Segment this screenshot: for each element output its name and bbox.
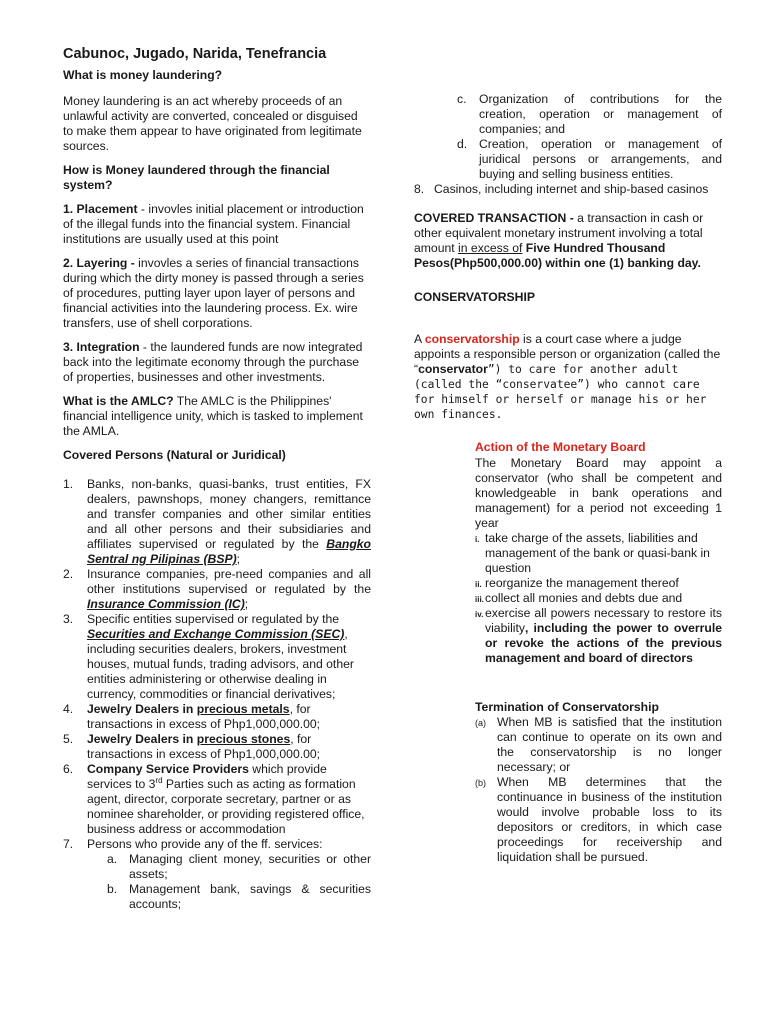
covered-transaction-amount: Five Hundred Thousand Pesos(Php500,000.00) within one (1) banking day. [414,241,701,270]
list-marker: 1. [63,477,74,491]
list-item-text: Insurance companies, pre-need companies and all other institutions supervised or regulated by the [87,567,371,596]
list-item-text: Specific entities supervised or regulated by the [87,612,340,626]
in-excess-of-underline: in excess of [458,241,523,255]
power-text: reorganize the management thereof [485,576,679,590]
list-item-text: Creation, operation or management of juridical persons or arrangements, and buying and selling business entities. [479,137,722,181]
list-item-text: Organization of contributions for the creation, operation or management of companies; and [479,92,722,136]
precious-stones-emphasis: precious stones [196,732,291,746]
list-marker: 4. [63,702,74,716]
placement-label: 1. Placement [63,202,138,216]
list-marker: c. [457,92,467,106]
list-item [63,732,371,762]
left-column [63,46,371,912]
list-item [413,92,722,137]
list-item [475,715,722,775]
list-item [475,775,722,865]
roman-marker: i. [475,535,480,544]
termination-heading: Termination of Conservatorship [475,700,659,714]
bsp-emphasis: Bangko Sentral ng Pilipinas (BSP) [87,537,371,566]
list-item-text: Casinos, including internet and ship-based casinos [434,182,709,196]
integration-label: 3. Integration [63,340,140,354]
list-item-casinos [414,182,722,197]
covered-persons-list [63,477,371,852]
list-item [63,852,371,882]
roman-marker: iv. [475,610,484,619]
list-marker: (a) [475,718,486,728]
amlc-question: What is the AMLC? [63,394,174,408]
how-laundered-heading: How is Money laundered through the financial system? [63,163,330,192]
list-marker: 2. [63,567,74,581]
power-text: exercise all powers necessary to restore its viability [485,606,722,635]
ic-emphasis: Insurance Commission (IC) [87,597,245,611]
list-item-bold: Company Service Providers [87,762,249,776]
definition-end: ”) to care for another adult (called the “conservatee”) who cannot care for himself or herself or manage his or her own finances. [414,363,707,421]
conservatorship-heading: CONSERVATORSHIP [414,290,535,304]
covered-transaction-paragraph [414,211,722,271]
list-item [63,612,371,702]
ordinal-superscript: rd [155,775,163,785]
list-item-text: Banks, non-banks, quasi-banks, trust entities, FX dealers, pawnshops, money changers, remittance and transfer companies and other similar entities and all other persons and their subsidiaries and affiliates supervised or regulated by the [87,477,371,551]
placement-text: - invovles initial placement or introduction of the illegal funds into the financial system. Financial institutions are usually used at this point [63,202,364,246]
list-item-end: ; [244,597,249,611]
layering-label: 2. Layering - [63,256,135,270]
list-item [63,702,371,732]
list-item-text: Managing client money, securities or other assets; [129,852,371,881]
list-marker: (b) [475,778,486,788]
list-marker: 8. [414,182,425,196]
list-item-text: When MB is satisfied that the institution can continue to operate on its own and the conservatorship is no longer necessary; or [497,715,722,774]
list-marker: d. [457,137,468,151]
power-text: take charge of the assets, liabilities and management of the bank or quasi-bank in question [485,531,710,575]
money-laundering-definition: Money laundering is an act whereby proceeds of an unlawful activity are converted, concealed or disguised to make them appear to have originated from legitimate sources. [63,94,362,153]
list-item-end: , for transactions in excess of Php1,000,000.00; [87,732,321,761]
list-item-bold: Jewelry Dealers in [87,702,197,716]
list-marker: 5. [63,732,74,746]
overrule-power-text: , including the power to overrule or revoke the actions of the previous management and board of directors [485,621,722,665]
list-item-text: Persons who provide any of the ff. services: [87,837,323,851]
monetary-board-section [475,440,722,865]
termination-list [475,715,722,865]
list-item-end: Parties such as acting as formation agent, director, corporate secretary, partner or as nominee shareholder, or providing registered office, business address or accommodation [87,777,365,836]
covered-transaction-label: COVERED TRANSACTION - [414,211,574,225]
services-sublist-continued [413,92,722,182]
amlc-paragraph [63,394,371,439]
authors-title: Cabunoc, Jugado, Narida, Tenefrancia [63,46,327,62]
list-item-text: Management bank, savings & securities accounts; [129,882,371,911]
precious-metals-emphasis: precious metals [196,702,290,716]
conservatorship-term: conservatorship [424,332,520,346]
roman-marker: ii. [475,580,482,589]
list-item [413,137,722,182]
covered-transaction-text: a transaction in cash or other equivalent monetary instrument involving a total amount [414,211,704,255]
list-marker: 6. [63,762,74,776]
definition-start: A [414,332,425,346]
list-item-text: which provide services to 3 [87,762,327,791]
monetary-board-text: The Monetary Board may appoint a conservator (who shall be competent and knowledgeable in bank operations and management) for a period not exceeding 1 year [475,456,722,530]
power-item [475,576,722,591]
amlc-answer: The AMLC is the Philippines' financial intelligence unity, which is tasked to implement the AMLA. [63,394,363,438]
list-marker: 7. [63,837,74,851]
list-marker: b. [107,882,118,896]
right-column [414,92,722,865]
power-item [475,606,722,666]
power-item [475,531,722,576]
list-item [63,837,371,852]
list-item-end: , for transactions in excess of Php1,000,000.00; [87,702,321,731]
layering-text: invovles a series of financial transactions during which the dirty money is passed through a series of procedures, putting layer upon layer of persons and financial activities into the laundering process. Ex. wire transfers, use of shell corporations. [63,256,364,330]
list-item-end: , including securities dealers, brokers, investment houses, mutual funds, trading advisors, and other entities administering or otherwise dealing in currency, commodities or financial derivatives; [87,627,354,701]
power-text: collect all monies and debts due and [485,591,683,605]
roman-marker: iii. [475,595,484,604]
integration-paragraph [63,340,371,385]
list-marker: a. [107,852,118,866]
list-marker: 3. [63,612,74,626]
list-item [63,477,371,567]
definition-middle: is a court case where a judge appoints a responsible person or organization (called the “ [414,332,721,376]
placement-paragraph [63,202,371,247]
list-item-end: ; [236,552,241,566]
sec-emphasis: Securities and Exchange Commission (SEC) [87,627,345,641]
monetary-board-heading: Action of the Monetary Board [475,440,646,454]
conservator-term: conservator [418,362,488,376]
money-laundering-heading: What is money laundering? [63,68,223,82]
list-item [63,567,371,612]
services-sublist [63,852,371,912]
list-item [63,882,371,912]
conservatorship-definition [414,332,722,422]
list-item-bold: Jewelry Dealers in [87,732,197,746]
power-item [475,591,722,606]
list-item [63,762,371,837]
layering-paragraph [63,256,371,331]
list-item-text: When MB determines that the continuance in business of the institution would involve probable loss to its depositors or creditors, in which case proceedings for receivership and liquidation shall be pursued. [497,775,722,864]
integration-text: - the laundered funds are now integrated back into the legitimate economy through the purchase of properties, businesses and other investments. [63,340,363,384]
covered-persons-heading: Covered Persons (Natural or Juridical) [63,448,286,462]
